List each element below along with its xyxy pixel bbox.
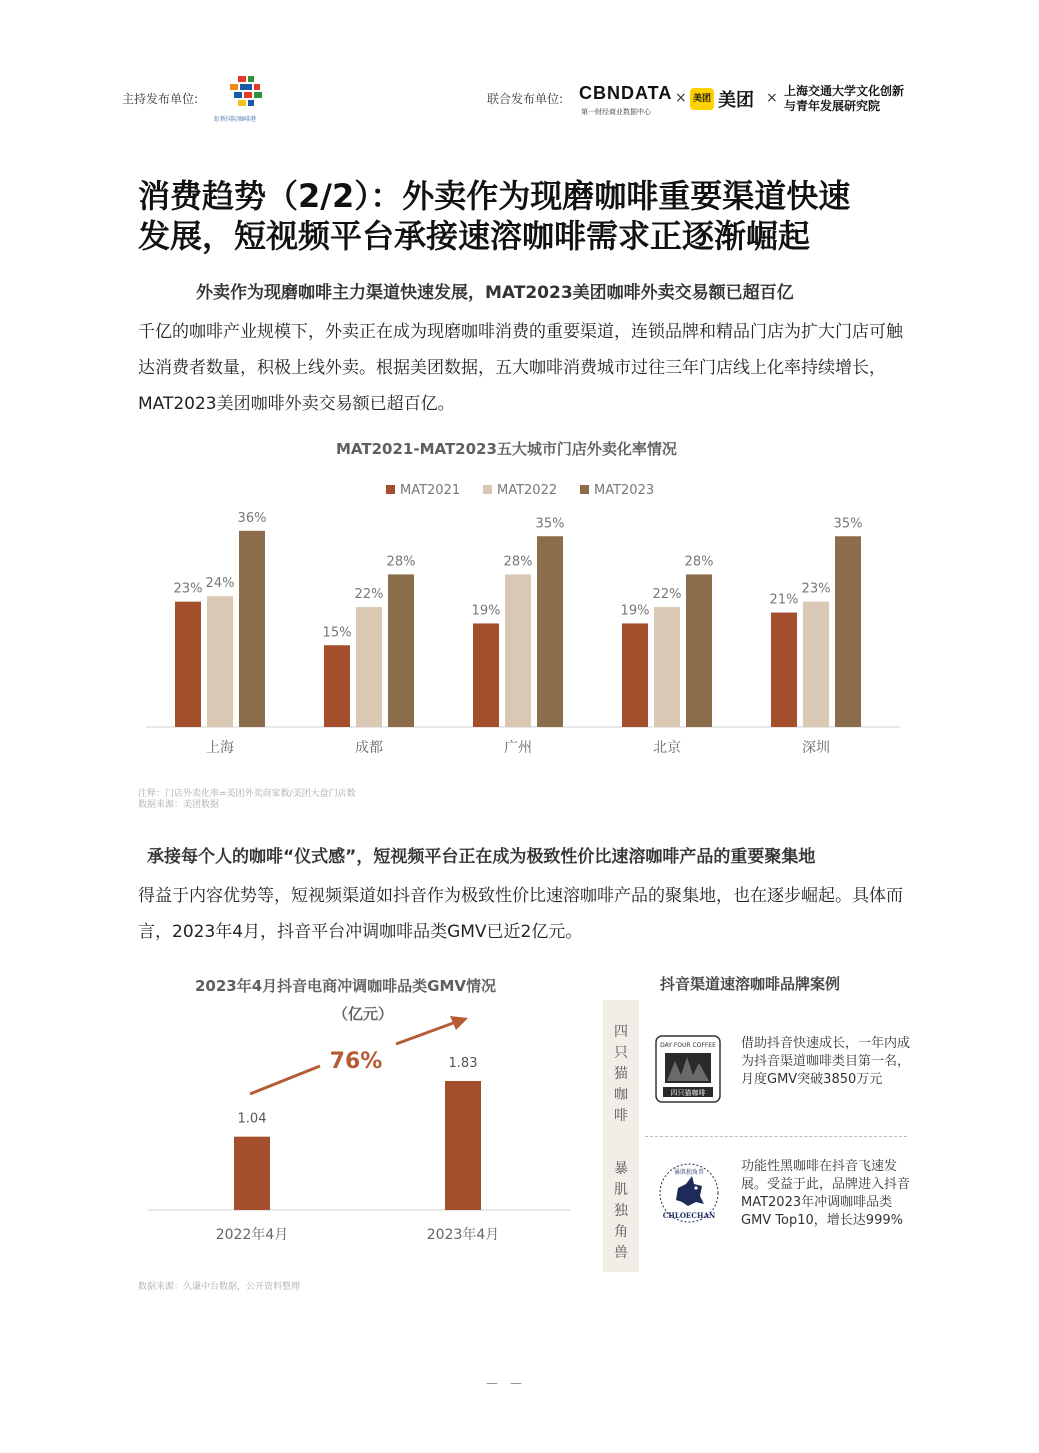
data-label: 28% (386, 554, 416, 570)
category-label: 深圳 (802, 740, 830, 756)
host-label: 主持发布单位: (122, 92, 199, 106)
case-name-char: 暴 (614, 1161, 628, 1177)
bar (175, 602, 201, 727)
data-label: 15% (322, 625, 352, 641)
sizhimao-logo-top: DAY FOUR COFFEE (660, 1042, 716, 1049)
section1-paragraph: 千亿的咖啡产业规模下，外卖正在成为现磨咖啡消费的重要渠道，连锁品牌和精品门店为扩大门店可触达消费者数量，积极上线外卖。根据美团数据，五大咖啡消费城市过往三年门店线上化率持续增长，MAT2023美团咖啡外卖交易额已超百亿。 (138, 322, 903, 414)
data-label: 23% (801, 581, 831, 597)
data-label: 19% (620, 603, 650, 619)
times-sign: × (675, 90, 687, 106)
title-line2: 发展，短视频平台承接速溶咖啡需求正逐渐崛起 (138, 217, 811, 255)
bar (622, 623, 648, 727)
growth-arrow-line (396, 1022, 456, 1044)
case-name-char: 咖 (614, 1087, 628, 1103)
baoji-logo (658, 1162, 720, 1224)
growth-arrow-line (250, 1066, 320, 1094)
cbndata-subtitle: 第一财经商业数据中心 (581, 108, 651, 116)
times-sign: × (766, 90, 778, 106)
category-label: 2023年4月 (426, 1227, 500, 1243)
bar (473, 623, 499, 727)
case-name-char: 猫 (614, 1066, 628, 1082)
case-name-char: 啡 (614, 1108, 628, 1124)
category-label: 广州 (504, 740, 532, 756)
case-name-char: 角 (614, 1224, 628, 1240)
data-label: 1.83 (448, 1055, 478, 1071)
bar (835, 536, 861, 727)
sjtu-line1: 上海交通大学文化创新 (784, 84, 905, 98)
legend-swatch (580, 485, 589, 494)
chart1-note-line2: 数据来源：美团数据 (138, 800, 220, 810)
bar (654, 607, 680, 727)
bar (356, 607, 382, 727)
meituan-badge: 美团 (690, 88, 714, 110)
data-label: 1.04 (237, 1111, 267, 1127)
chart2-unit: （亿元） (333, 1005, 394, 1023)
chart2-note: 数据来源：久谦中台数据，公开资料整理 (138, 1282, 301, 1292)
case-name-char: 只 (614, 1045, 628, 1061)
data-label: 22% (652, 587, 682, 603)
section2-paragraph: 得益于内容优势等，短视频渠道如抖音作为极致性价比速溶咖啡产品的聚集地，也在逐步崛起。具体而言，2023年4月，抖音平台冲调咖啡品类GMV已近2亿元。 (138, 886, 903, 942)
host-logo-caption: 虹桥国际咖啡港 (214, 116, 257, 123)
data-label: 35% (833, 516, 863, 532)
bar (234, 1137, 270, 1210)
data-label: 23% (173, 581, 203, 597)
case-name-baoji (603, 1159, 639, 1264)
case-name-char: 独 (614, 1203, 628, 1219)
category-label: 上海 (206, 740, 234, 756)
case-name-char: 四 (614, 1024, 628, 1040)
sjtu-line2: 与青年发展研究院 (784, 99, 881, 113)
baoji-logo-top: 暴肌独角兽 (673, 1169, 705, 1176)
bar (388, 574, 414, 727)
bar (771, 613, 797, 727)
city-takeaway-chart (138, 470, 908, 770)
section2-subtitle: 承接每个人的咖啡“仪式感”，短视频平台正在成为极致性价比速溶咖啡产品的重要聚集地 (147, 847, 816, 867)
category-label: 成都 (355, 740, 383, 756)
sizhimao-logo-bottom: 四只猫咖啡 (670, 1089, 706, 1097)
chart1-note (138, 789, 356, 811)
chart2-title: 2023年4月抖音电商冲调咖啡品类GMV情况 (195, 977, 497, 995)
bar (686, 574, 712, 727)
bar (445, 1081, 481, 1210)
case-desc-baoji: 功能性黑咖啡在抖音飞速发展。受益于此，品牌进入抖音MAT2023年冲调咖啡品类GMV Top10，增长达999% (741, 1159, 911, 1228)
bar (537, 536, 563, 727)
cases-title: 抖音渠道速溶咖啡品牌案例 (660, 975, 841, 993)
data-label: 35% (535, 516, 565, 532)
chart1-title: MAT2021-MAT2023五大城市门店外卖化率情况 (336, 440, 677, 458)
bar (207, 596, 233, 727)
legend-label: MAT2023 (594, 483, 655, 498)
case-desc-sizhimao: 借助抖音快速成长，一年内成为抖音渠道咖啡类目第一名，月度GMV突破3850万元 (741, 1036, 911, 1087)
page-title (138, 176, 918, 256)
category-label: 北京 (653, 740, 681, 756)
bar (803, 602, 829, 727)
baoji-logo-text: CHLOECHAN (662, 1211, 716, 1220)
legend-swatch (386, 485, 395, 494)
bar (324, 645, 350, 727)
page-footer: — — (486, 1376, 523, 1390)
title-line1: 消费趋势（2/2）：外卖作为现磨咖啡重要渠道快速 (138, 177, 851, 215)
cases-divider (645, 1136, 907, 1137)
sizhimao-logo (655, 1035, 721, 1103)
meituan-logo: 美团 (718, 90, 754, 111)
case-name-char: 兽 (614, 1245, 628, 1261)
data-label: 28% (503, 554, 533, 570)
case-name-char: 肌 (614, 1182, 628, 1198)
case-name-sizhimao (603, 1022, 639, 1127)
section1-subtitle: 外卖作为现磨咖啡主力渠道快速发展，MAT2023美团咖啡外卖交易额已超百亿 (196, 283, 794, 303)
growth-annotation: 76% (329, 1049, 383, 1074)
chart1-note-line1: 注释：门店外卖化率=美团外卖商家数/美团大盘门店数 (138, 789, 356, 799)
joint-label: 联合发布单位: (487, 92, 564, 106)
data-label: 28% (684, 554, 714, 570)
data-label: 21% (769, 592, 799, 608)
legend-swatch (483, 485, 492, 494)
data-label: 36% (237, 510, 267, 526)
data-label: 22% (354, 587, 384, 603)
bar (505, 574, 531, 727)
legend-label: MAT2021 (400, 483, 461, 498)
data-label: 19% (471, 603, 501, 619)
sjtu-logo (784, 84, 904, 114)
data-label: 24% (205, 576, 235, 592)
douyin-gmv-chart (140, 1010, 580, 1260)
bar (239, 531, 265, 727)
category-label: 2022年4月 (215, 1227, 289, 1243)
legend-label: MAT2022 (497, 483, 558, 498)
cbndata-logo: CBNDATA (579, 83, 673, 103)
